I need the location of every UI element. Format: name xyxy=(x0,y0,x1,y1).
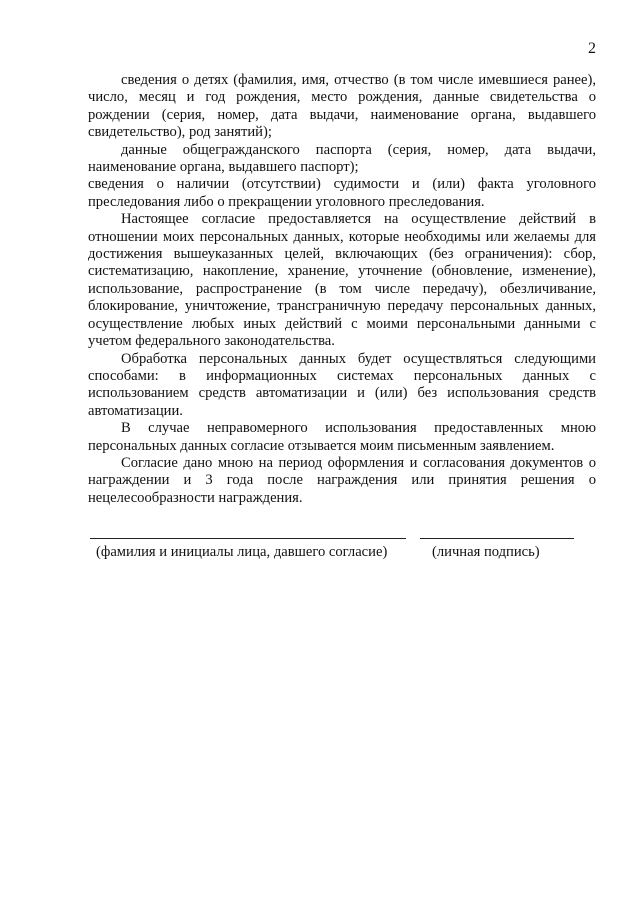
signature-caption: (личная подпись) xyxy=(432,544,540,560)
signature-block xyxy=(88,530,596,570)
paragraph-consent-period: Согласие дано мною на период оформления и согласования документов о награждении и 3 года после награждения или принятия решения о нецелесообразности награждения. xyxy=(88,454,596,506)
page-number: 2 xyxy=(588,40,596,57)
paragraph-criminal-record: сведения о наличии (отсутствии) судимости и (или) факта уголовного преследования либо о прекращении уголовного преследования. xyxy=(88,176,596,210)
name-caption: (фамилия и инициалы лица, давшего согласие) xyxy=(96,544,388,560)
paragraph-passport-data: данные общегражданского паспорта (серия, номер, дата выдачи, наименование органа, выдавшего паспорт); xyxy=(88,141,596,176)
consent-text-body xyxy=(88,72,596,507)
paragraph-processing-methods: Обработка персональных данных будет осуществляться следующими способами: в информационных системах персональных данных с использованием средств автоматизации и (или) без использования средств автоматизации. xyxy=(88,350,596,419)
paragraph-children-info: сведения о детях (фамилия, имя, отчество (в том числе имевшиеся ранее), число, месяц и год рождения, место рождения, данные свидетельства о рождении (серия, номер, дата выдачи, наименование органа, выдавшего свидетельство), род занятий); xyxy=(88,72,596,141)
name-signature-line xyxy=(90,538,406,539)
paragraph-consent-actions: Настоящее согласие предоставляется на осуществление действий в отношении моих персональных данных, которые необходимы или желаемы для достижения вышеуказанных целей, включающих (без ограничения): сбор, систематизацию, накопление, хранение, уточнение (обновление, изменение), использование, распространение (в том числе передачу), обезличивание, блокирование, уничтожение, трансграничную передачу персональных данных, осуществление любых иных действий с моими персональными данными с учетом федерального законодательства. xyxy=(88,211,596,350)
personal-signature-line xyxy=(420,538,574,539)
paragraph-withdrawal: В случае неправомерного использования предоставленных мною персональных данных согласие отзывается моим письменным заявлением. xyxy=(88,420,596,454)
